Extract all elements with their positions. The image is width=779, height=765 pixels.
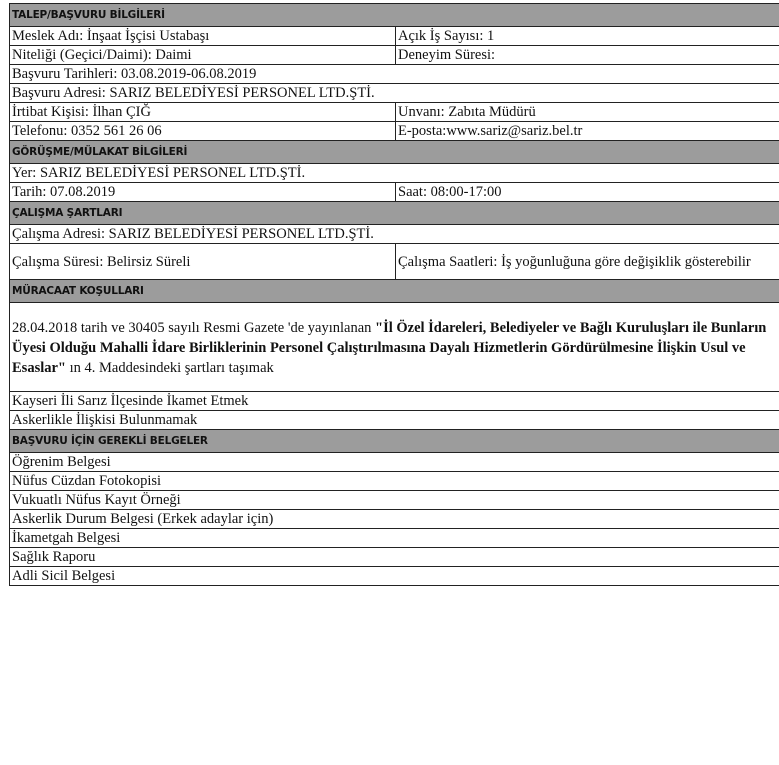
row-meslek [10, 27, 779, 46]
row-muracaat-item [10, 392, 779, 411]
muracaat-paragraph [10, 303, 779, 392]
gorusme-yer: Yer: SARIZ BELEDİYESİ PERSONEL LTD.ŞTİ. [10, 164, 779, 183]
muracaat-para-regulation: "İl Özel İdareleri, Belediyeler ve Bağlı Kuruluşları ile Bunların Üyesi Olduğu Mahalli İdare Birliklerinin Personel Çalıştırılmasına Dayalı Hizmetlerin Gördürülmesine İlişkin Usul ve Esaslar" [12, 320, 767, 376]
section-title-calisma: ÇALIŞMA ŞARTLARI [10, 202, 779, 225]
calisma-adresi: Çalışma Adresi: SARIZ BELEDİYESİ PERSONEL LTD.ŞTİ. [10, 225, 779, 244]
section-header-muracaat [10, 280, 779, 303]
row-belge-item [10, 472, 779, 491]
eposta: E-posta:www.sariz@sariz.bel.tr [396, 122, 779, 141]
basvuru-tarihleri: Başvuru Tarihleri: 03.08.2019-06.08.2019 [10, 65, 779, 84]
calisma-suresi: Çalışma Süresi: Belirsiz Süreli [10, 244, 396, 280]
acik-is-sayisi: Açık İş Sayısı: 1 [396, 27, 779, 46]
section-title-talep: TALEP/BAŞVURU BİLGİLERİ [10, 4, 779, 27]
row-calisma-sure [10, 244, 779, 280]
niteligi: Niteliği (Geçici/Daimi): Daimi [10, 46, 396, 65]
section-header-calisma [10, 202, 779, 225]
row-calisma-adresi [10, 225, 779, 244]
belge-item: Askerlik Durum Belgesi (Erkek adaylar için) [10, 510, 779, 529]
belge-item: Sağlık Raporu [10, 548, 779, 567]
row-irtibat [10, 103, 779, 122]
section-title-belgeler: BAŞVURU İÇİN GEREKLİ BELGELER [10, 430, 779, 453]
job-posting-document [9, 3, 779, 586]
section-header-gorusme [10, 141, 779, 164]
gorusme-tarih: Tarih: 07.08.2019 [10, 183, 396, 202]
row-belge-item [10, 548, 779, 567]
belge-item: Vukuatlı Nüfus Kayıt Örneği [10, 491, 779, 510]
section-header-belgeler [10, 430, 779, 453]
row-belge-item [10, 453, 779, 472]
telefonu: Telefonu: 0352 561 26 06 [10, 122, 396, 141]
muracaat-para-suffix: ın 4. Maddesindeki şartları taşımak [65, 360, 274, 376]
row-muracaat-item [10, 411, 779, 430]
row-muracaat-paragraph [10, 303, 779, 392]
irtibat-kisisi: İrtibat Kişisi: İlhan ÇIĞ [10, 103, 396, 122]
row-belge-item [10, 491, 779, 510]
job-posting-table [9, 3, 779, 586]
row-belge-item [10, 567, 779, 586]
belge-item: Nüfus Cüzdan Fotokopisi [10, 472, 779, 491]
calisma-saatleri: Çalışma Saatleri: İş yoğunluğuna göre değişiklik gösterebilir [396, 244, 779, 280]
row-belge-item [10, 529, 779, 548]
gorusme-saat: Saat: 08:00-17:00 [396, 183, 779, 202]
row-nitelik [10, 46, 779, 65]
muracaat-item: Askerlikle İlişkisi Bulunmamak [10, 411, 779, 430]
unvani: Unvanı: Zabıta Müdürü [396, 103, 779, 122]
belge-item: Adli Sicil Belgesi [10, 567, 779, 586]
section-header-talep [10, 4, 779, 27]
deneyim-suresi: Deneyim Süresi: [396, 46, 779, 65]
belge-item: İkametgah Belgesi [10, 529, 779, 548]
row-belge-item [10, 510, 779, 529]
section-title-muracaat: MÜRACAAT KOŞULLARI [10, 280, 779, 303]
belge-item: Öğrenim Belgesi [10, 453, 779, 472]
basvuru-adresi: Başvuru Adresi: SARIZ BELEDİYESİ PERSONEL LTD.ŞTİ. [10, 84, 779, 103]
row-basvuru-tarihleri [10, 65, 779, 84]
row-yer [10, 164, 779, 183]
meslek-adi: Meslek Adı: İnşaat İşçisi Ustabaşı [10, 27, 396, 46]
row-tarih-saat [10, 183, 779, 202]
row-telefon [10, 122, 779, 141]
section-title-gorusme: GÖRÜŞME/MÜLAKAT BİLGİLERİ [10, 141, 779, 164]
muracaat-item: Kayseri İli Sarız İlçesinde İkamet Etmek [10, 392, 779, 411]
muracaat-para-prefix: 28.04.2018 tarih ve 30405 sayılı Resmi Gazete 'de yayınlanan [12, 320, 376, 336]
row-basvuru-adresi [10, 84, 779, 103]
